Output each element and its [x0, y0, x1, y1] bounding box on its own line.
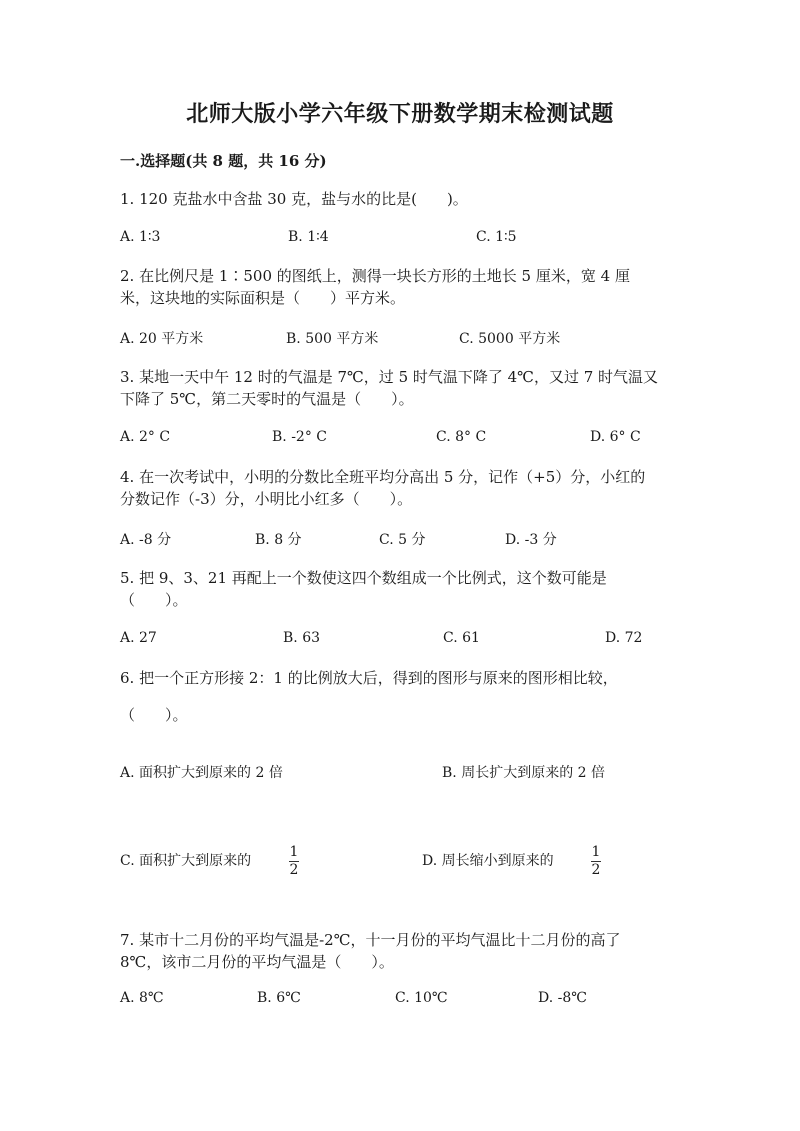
- question-3-text-line-2: 下降了 5℃，第二天零时的气温是（ ）。: [120, 390, 414, 408]
- q5-option-b: B. 63: [283, 630, 321, 646]
- q5-option-c: C. 61: [443, 630, 480, 646]
- q7-option-d: D. -8℃: [538, 990, 587, 1006]
- question-6-text-line-1: 6. 把一个正方形接 2：1 的比例放大后，得到的图形与原来的图形相比较，: [120, 669, 618, 687]
- question-4-text-line-2: 分数记作（-3）分，小明比小红多（ ）。: [120, 490, 413, 508]
- question-1-text: 1. 120 克盐水中含盐 30 克，盐与水的比是( )。: [120, 190, 468, 208]
- q1-option-a: A. 1∶3: [120, 229, 161, 245]
- q6-option-b: B. 周长扩大到原来的 2 倍: [442, 765, 605, 781]
- q6-option-a: A. 面积扩大到原来的 2 倍: [120, 765, 283, 781]
- q1-option-c: C. 1∶5: [476, 229, 517, 245]
- q4-option-d: D. -3 分: [505, 532, 557, 548]
- question-3-text-line-1: 3. 某地一天中午 12 时的气温是 7℃，过 5 时气温下降了 4℃，又过 7 时气温又: [120, 368, 659, 386]
- fraction-numerator: 1: [289, 844, 299, 860]
- section-heading: 一.选择题(共 8 题，共 16 分): [120, 152, 327, 170]
- q5-option-a: A. 27: [120, 630, 157, 646]
- q7-option-b: B. 6℃: [257, 990, 301, 1006]
- q4-option-b: B. 8 分: [255, 532, 302, 548]
- q3-option-c: C. 8° C: [436, 429, 487, 445]
- q6-option-c-fraction: [289, 845, 299, 878]
- question-7-text-line-1: 7. 某市十二月份的平均气温是-2℃，十一月份的平均气温比十二月份的高了: [120, 931, 621, 949]
- q2-option-c: C. 5000 平方米: [459, 331, 561, 347]
- fraction-numerator: 1: [591, 844, 601, 860]
- q1-option-b: B. 1∶4: [288, 229, 329, 245]
- q3-option-b: B. -2° C: [272, 429, 327, 445]
- question-2-text-line-1: 2. 在比例尺是 1∶500 的图纸上，测得一块长方形的土地长 5 厘米，宽 4 厘: [120, 267, 630, 285]
- q7-option-a: A. 8℃: [120, 990, 164, 1006]
- q2-option-b: B. 500 平方米: [286, 331, 379, 347]
- question-4-text-line-1: 4. 在一次考试中，小明的分数比全班平均分高出 5 分，记作（+5）分，小红的: [120, 468, 646, 486]
- question-5-text-line-1: 5. 把 9、3、21 再配上一个数使这四个数组成一个比例式，这个数可能是: [120, 569, 607, 587]
- q4-option-a: A. -8 分: [120, 532, 172, 548]
- q7-option-c: C. 10℃: [395, 990, 448, 1006]
- question-5-text-line-2: （ ）。: [120, 591, 188, 609]
- q6-option-c: C. 面积扩大到原来的: [120, 853, 252, 869]
- question-7-text-line-2: 8℃，该市二月份的平均气温是（ ）。: [120, 953, 394, 971]
- q6-option-d: D. 周长缩小到原来的: [422, 853, 554, 869]
- q2-option-a: A. 20 平方米: [120, 331, 204, 347]
- fraction-denominator: 2: [289, 862, 299, 878]
- q4-option-c: C. 5 分: [379, 532, 426, 548]
- q5-option-d: D. 72: [605, 630, 643, 646]
- page-title: 北师大版小学六年级下册数学期末检测试题: [186, 101, 614, 127]
- q3-option-d: D. 6° C: [590, 429, 641, 445]
- question-6-text-line-2: （ ）。: [120, 706, 188, 724]
- question-2-text-line-2: 米，这块地的实际面积是（ ）平方米。: [120, 289, 406, 307]
- q6-option-d-fraction: [591, 845, 601, 878]
- fraction-denominator: 2: [591, 862, 601, 878]
- q3-option-a: A. 2° C: [120, 429, 171, 445]
